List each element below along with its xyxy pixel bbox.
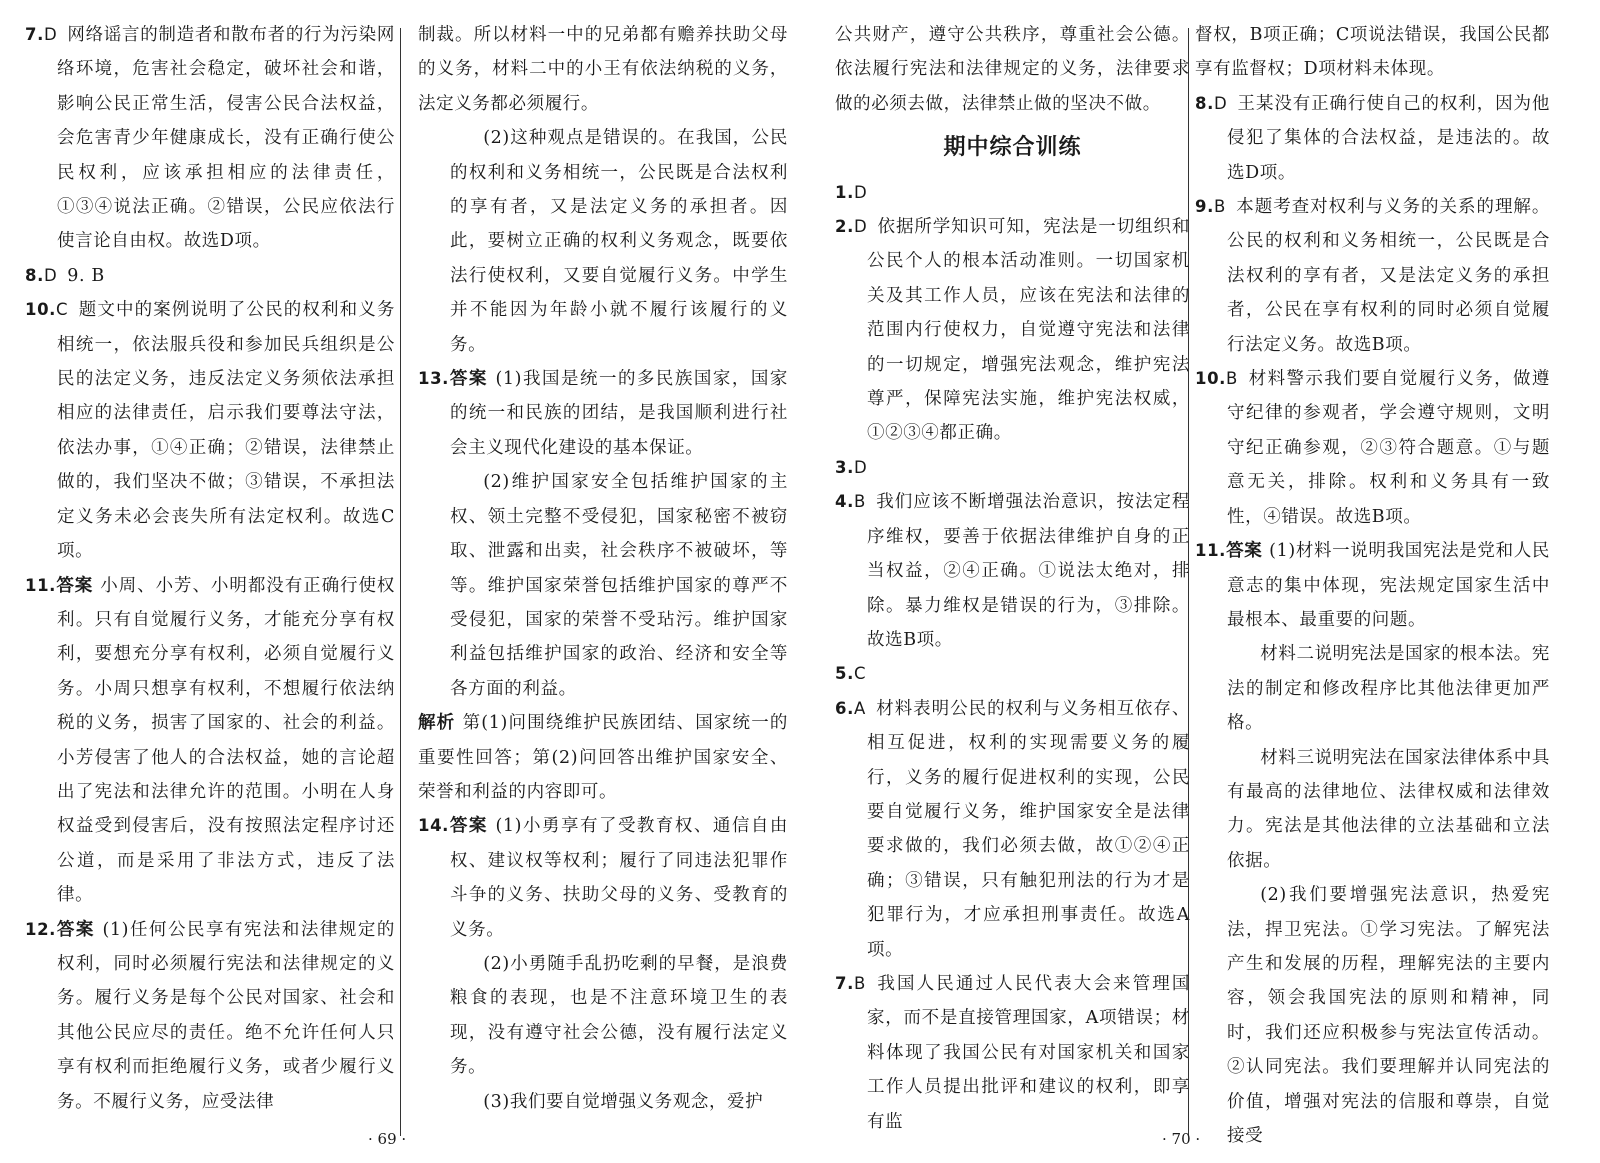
entry-text: 题文中的案例说明了公民的权利和义务相统一，依法服兵役和参加民兵组织是公民的法定义务，违反法定义务须依法承担相应的法律责任，启示我们要尊法守法，依法办事，①④正确；②错误，法律禁止做的，我们坚决不做；③错误，不承担法定义务未必会丧失所有法定权利。故选C项。	[57, 300, 395, 562]
answer-letter: D	[1213, 93, 1228, 113]
question-number: 5.	[835, 664, 854, 684]
entry-text: 我国人民通过人民代表大会来管理国家，而不是直接管理国家，A项错误；材料体现了我国公民有对国家机关和国家工作人员提出批评和建议的权利，即享有监	[867, 973, 1190, 1132]
answer-paragraph	[418, 947, 788, 1085]
continuation-paragraph	[418, 706, 788, 809]
answer-letter: D	[853, 457, 868, 477]
column-divider	[400, 28, 401, 1136]
column-3	[835, 18, 1190, 1139]
question-number: 1.	[835, 182, 854, 202]
entry-text: 依据所学知识可知，宪法是一切组织和公民个人的根本活动准则。一切国家机关及其工作人员，应该在宪法和法律的范围内行使权力，自觉遵守宪法和法律的一切规定，增强宪法观念，维护宪法尊严，保障宪法实施，维护宪法权威，①②③④都正确。	[867, 217, 1190, 444]
entry-text: (2)维护国家安全包括维护国家的主权、领土完整不受侵犯，国家秘密不被窃取、泄露和出卖，社会秩序不被破坏，等等。维护国家荣誉包括维护国家的尊严不受侵犯，国家的荣誉不受玷污。维护国家利益包括维护国家的政治、经济和安全等各方面的利益。	[450, 472, 788, 699]
entry-text: (1)我国是统一的多民族国家，国家的统一和民族的团结，是我国顺利进行社会主义现代化建设的基本保证。	[450, 369, 788, 458]
answer-entry	[835, 485, 1190, 657]
question-number: 8.	[1195, 93, 1214, 113]
answer-entry	[835, 210, 1190, 451]
answer-letter: D	[43, 25, 58, 44]
continuation-paragraph	[1195, 18, 1550, 87]
question-number: 11.	[25, 575, 57, 595]
entry-text: 公共财产，遵守公共秩序，尊重社会公德。依法履行宪法和法律规定的义务，法律要求做的必须去做，法律禁止做的坚决不做。	[835, 25, 1190, 114]
entry-text: (2)我们要增强宪法意识，热爱宪法，捍卫宪法。①学习宪法。了解宪法产生和发展的历程，理解宪法的主要内容，领会我国宪法的原则和精神，同时，我们还应积极参与宪法宣传活动。②认同宪法。我们要理解并认同宪法的价值，增强对宪法的信服和尊崇，自觉接受	[1227, 885, 1550, 1146]
question-number: 3.	[835, 457, 854, 477]
answer-entry	[418, 362, 788, 465]
answer-letter: C	[56, 300, 69, 320]
question-number: 2.	[835, 217, 854, 237]
page-number-left: · 69 ·	[368, 1130, 407, 1148]
entry-text: (3)我们要自觉增强义务观念，爱护	[483, 1091, 764, 1112]
answer-letter: D	[853, 182, 868, 202]
question-number: 12.	[25, 919, 57, 939]
entry-text: 第(1)问围绕维护民族团结、国家统一的重要性回答；第(2)问回答出维护国家安全、荣誉和利益的内容即可。	[418, 713, 788, 802]
answer-entry	[835, 967, 1190, 1139]
question-number: 4.	[835, 492, 854, 512]
answer-tag: 答案	[449, 816, 496, 837]
answer-tag: 答案	[449, 369, 496, 390]
question-number: 7.	[25, 25, 44, 44]
question-number: 6.	[835, 698, 854, 718]
entry-text: (1)小勇享有了受教育权、通信自由权、建议权等权利；履行了同违法犯罪作斗争的义务、扶助父母的义务、受教育的义务。	[450, 816, 788, 940]
answer-paragraph	[1195, 878, 1550, 1153]
column-4	[1195, 18, 1550, 1153]
answer-entry	[1195, 87, 1550, 190]
answer-paragraph	[1195, 741, 1550, 879]
answer-letter: C	[853, 664, 867, 684]
entry-text: (1)材料一说明我国宪法是党和人民意志的集中体现，宪法规定国家生活中最根本、最重要的问题。	[1227, 541, 1550, 630]
column-2	[418, 18, 788, 1119]
page-number-right: · 70 ·	[1162, 1130, 1201, 1148]
answer-entry	[25, 259, 395, 293]
entry-text: 我们应该不断增强法治意识，按法定程序维权，要善于依据法律维护自身的正当权益，②④正确。①说法太绝对，排除。暴力维权是错误的行为，③排除。故选B项。	[867, 492, 1190, 650]
answer-entry	[835, 176, 1190, 210]
question-number: 10.	[1195, 369, 1227, 389]
answer-entry	[25, 569, 395, 913]
entry-text: 本题考查对权利与义务的关系的理解。公民的权利和义务相统一，公民既是合法权利的享有者，又是法定义务的承担者，公民在享有权利的同时必须自觉履行法定义务。故选B项。	[1227, 197, 1550, 355]
answer-entry	[25, 293, 395, 568]
answer-entry	[1195, 190, 1550, 362]
answer-entry	[1195, 362, 1550, 534]
question-number: 9.	[1195, 197, 1214, 217]
answer-tag: 答案	[56, 919, 103, 940]
continuation-paragraph	[835, 18, 1190, 121]
entry-text: 制裁。所以材料一中的兄弟都有赡养扶助父母的义务，材料二中的小王有依法纳税的义务，法定义务都必须履行。	[418, 25, 788, 114]
entry-text: 网络谣言的制造者和散布者的行为污染网络环境，危害社会稳定，破坏社会和谐，影响公民正常生活，侵害公民合法权益，会危害青少年健康成长，没有正确行使公民权利，应该承担相应的法律责任，①③④说法正确。②错误，公民应依法行使言论自由权。故选D项。	[57, 25, 395, 252]
answer-entry	[835, 451, 1190, 485]
answer-paragraph	[418, 121, 788, 362]
continuation-paragraph	[418, 18, 788, 121]
answer-letter: D	[43, 265, 58, 285]
entry-text: 督权，B项正确；C项说法错误，我国公民都享有监督权；D项材料未体现。	[1195, 25, 1550, 80]
question-number: 7.	[835, 973, 854, 993]
answer-letter: B	[853, 492, 866, 512]
answer-entry	[418, 809, 788, 947]
answer-paragraph	[418, 465, 788, 706]
entry-text: (1)任何公民享有宪法和法律规定的权利，同时必须履行宪法和法律规定的义务。履行义务是每个公民对国家、社会和其他公民应尽的责任。绝不允许任何人只享有权利而拒绝履行义务，或者少履行义务。不履行义务，应受法律	[57, 919, 395, 1112]
entry-text: (2)这种观点是错误的。在我国，公民的权利和义务相统一，公民既是合法权利的享有者，又是法定义务的承担者。因此，要树立正确的权利义务观念，既要依法行使权利，又要自觉履行义务。中学生并不能因为年龄小就不履行该履行的义务。	[450, 128, 788, 355]
column-divider	[1188, 28, 1189, 1136]
answer-entry	[835, 657, 1190, 691]
entry-text: (2)小勇随手乱扔吃剩的早餐，是浪费粮食的表现，也是不注意环境卫生的表现，没有遵守社会公德，没有履行法定义务。	[450, 953, 788, 1078]
entry-text: 材料警示我们要自觉履行义务，做遵守纪律的参观者，学会遵守规则，文明守纪正确参观，②③符合题意。①与题意无关，排除。权利和义务具有一致性，④错误。故选B项。	[1227, 369, 1550, 527]
answer-letter: B	[1226, 369, 1238, 389]
answer-letter: B	[853, 973, 866, 993]
entry-text: 材料表明公民的权利与义务相互依存、相互促进，权利的实现需要义务的履行，义务的履行促进权利的实现，公民要自觉履行义务，维护国家安全是法律要求做的，我们必须去做，故①②④正确；③错误，只有触犯刑法的行为才是犯罪行为，才应承担刑事责任。故选A项。	[867, 698, 1190, 960]
answer-letter: B	[1213, 197, 1226, 217]
answer-letter: D	[853, 217, 868, 237]
answer-entry	[1195, 534, 1550, 637]
entry-text: 王某没有正确行使自己的权利，因为他侵犯了集体的合法权益，是违法的。故选D项。	[1227, 93, 1550, 183]
answer-letter: A	[853, 698, 866, 718]
entry-text: 材料三说明宪法在国家法律体系中具有最高的法律地位、法律权威和法律效力。宪法是其他法律的立法基础和立法依据。	[1227, 747, 1550, 871]
answer-entry	[835, 692, 1190, 967]
answer-paragraph	[418, 1085, 788, 1119]
answer-tag: 答案	[56, 575, 101, 596]
question-number: 14.	[418, 816, 450, 836]
question-number: 10.	[25, 300, 57, 320]
answer-entry	[25, 913, 395, 1119]
answer-paragraph	[1195, 637, 1550, 740]
answer-tag: 答案	[1226, 541, 1270, 562]
question-number: 13.	[418, 369, 450, 389]
entry-text: 9. B	[67, 265, 105, 286]
question-number: 11.	[1195, 541, 1227, 561]
answer-entry	[25, 18, 395, 259]
entry-text: 小周、小芳、小明都没有正确行使权利。只有自觉履行义务，才能充分享有权利，要想充分享有权利，必须自觉履行义务。小周只想享有权利，不想履行依法纳税的义务，损害了国家的、社会的利益。小芳侵害了他人的合法权益，她的言论超出了宪法和法律允许的范围。小明在人身权益受到侵害后，没有按照法定程序讨还公道，而是采用了非法方式，违反了法律。	[57, 575, 395, 906]
entry-text: 材料二说明宪法是国家的根本法。宪法的制定和修改程序比其他法律更加严格。	[1227, 644, 1550, 734]
answer-tag: 解析	[418, 713, 463, 734]
column-1	[25, 18, 395, 1119]
section-heading: 期中综合训练	[943, 135, 1082, 161]
question-number: 8.	[25, 265, 44, 285]
